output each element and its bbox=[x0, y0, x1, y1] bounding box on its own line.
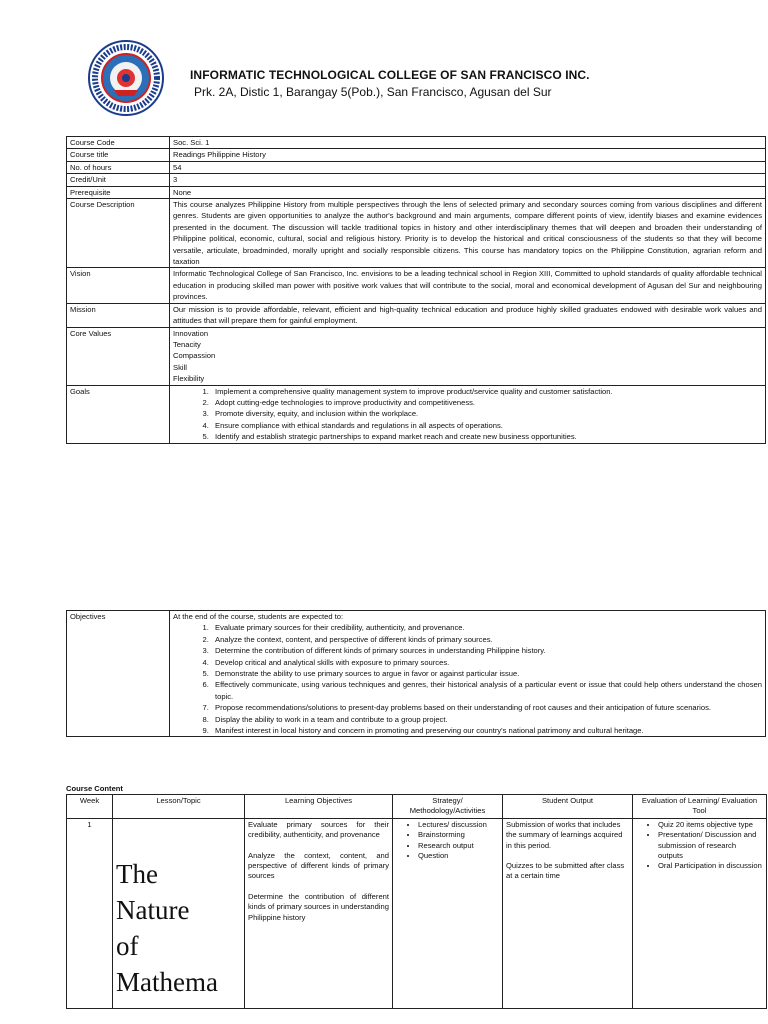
goal-item: 3. Promote diversity, equity, and inclusion within the workplace. bbox=[211, 408, 762, 419]
course-code-label: Course Code bbox=[67, 137, 170, 149]
vision-value: Informatic Technological College of San Francisco, Inc. envisions to be a leading technical school in Region XIII, Committed to uphold standards of quality affordable technical education in producing skilled man power with positive work values that will contribute to the social, moral and economical development of Agusan del Sur and neighbouring provinces. bbox=[170, 268, 766, 303]
objective-item: 6. Effectively communicate, using various techniques and genres, their historical analysis of a particular event or issue that could help others understand the chosen topic. bbox=[211, 679, 762, 702]
student-output-item: Submission of works that includes the summary of learnings acquired in this period. bbox=[506, 819, 623, 850]
objective-item: 9. Manifest interest in local history and concern in promoting and preserving our country's national patrimony and cultural heritage. bbox=[211, 725, 762, 736]
hours-row bbox=[67, 161, 766, 173]
mission-row bbox=[67, 303, 766, 327]
credit-value: 3 bbox=[170, 174, 766, 186]
course-title-row bbox=[67, 149, 766, 161]
topic-word: Mathema bbox=[116, 966, 218, 997]
goal-item: 1. Implement a comprehensive quality management system to improve product/service quality and customer satisfaction. bbox=[211, 386, 762, 397]
college-seal-logo bbox=[86, 38, 166, 118]
topic-word: The bbox=[116, 858, 158, 889]
learning-objective: Analyze the context, content, and perspective of different kinds of primary sources bbox=[248, 850, 389, 881]
learning-objectives-cell bbox=[245, 818, 393, 1008]
objective-item: 2. Analyze the context, content, and perspective of different kinds of primary sources. bbox=[211, 634, 762, 645]
evaluation-item: • Presentation/ Discussion and submission of research outputs bbox=[658, 830, 763, 861]
objectives-table bbox=[66, 610, 766, 737]
core-value-item: Tenacity bbox=[173, 339, 201, 349]
course-content-heading: Course Content bbox=[66, 784, 123, 793]
course-title-value: Readings Philippine History bbox=[170, 149, 766, 161]
mission-value: Our mission is to provide affordable, relevant, efficient and high-quality technical education and produce highly skilled graduates endowed with desirable work values and attitudes that will prepare them for gainful employment. bbox=[170, 303, 766, 327]
course-content-table bbox=[66, 794, 767, 1009]
prerequisite-value: None bbox=[170, 186, 766, 198]
objectives-row bbox=[67, 611, 766, 737]
goals-row bbox=[67, 385, 766, 443]
vision-row bbox=[67, 268, 766, 303]
description-label: Course Description bbox=[67, 199, 170, 268]
learning-objectives-header: Learning Objectives bbox=[245, 795, 393, 819]
objectives-intro: At the end of the course, students are expected to: bbox=[173, 612, 344, 621]
strategy-item: • Brainstorming bbox=[418, 830, 499, 840]
core-value-item: Compassion bbox=[173, 351, 216, 361]
strategy-item: • Research output bbox=[418, 841, 499, 851]
core-value-item: Skill bbox=[173, 362, 187, 372]
hours-value: 54 bbox=[170, 161, 766, 173]
course-info-table bbox=[66, 136, 766, 444]
school-name: INFORMATIC TECHNOLOGICAL COLLEGE OF SAN FRANCISCO INC. bbox=[190, 68, 590, 82]
student-output-header: Student Output bbox=[503, 795, 633, 819]
course-title-label: Course title bbox=[67, 149, 170, 161]
core-value-item: Flexibility bbox=[173, 374, 205, 384]
goal-item: 2. Adopt cutting-edge technologies to improve productivity and competitiveness. bbox=[211, 397, 762, 408]
course-content-header-row bbox=[67, 795, 767, 819]
week-header: Week bbox=[67, 795, 113, 819]
school-address: Prk. 2A, Distic 1, Barangay 5(Pob.), San Francisco, Agusan del Sur bbox=[194, 85, 552, 99]
course-code-value: Soc. Sci. 1 bbox=[170, 137, 766, 149]
objective-item: 8. Display the ability to work in a team and contribute to a group project. bbox=[211, 714, 762, 725]
objective-item: 1. Evaluate primary sources for their credibility, authenticity, and provenance. bbox=[211, 622, 762, 633]
goals-label: Goals bbox=[67, 385, 170, 443]
lesson-topic-cell bbox=[113, 818, 245, 1008]
description-value: This course analyzes Philippine History from multiple perspectives through the lens of selected primary and secondary sources coming from various disciplines and different genres. Students are given opportunities to analyze the author's background and main arguments, compare different points of view, identify biases and examine evidences presented in the document. The discussion will tackle traditional topics in history and other interdisciplinary themes that will deepen and broaden their understanding of Philippine political, economic, cultural, social and religious history. Priority is to develop the historical and critical consciousness of the students so that they will become versatile, articulate, broadminded, morally upright and socially responsible citizens. This course has mandatory topics on the Philippine Constitution, agrarian reform and taxation bbox=[170, 199, 766, 268]
student-output-item: Quizzes to be submitted after class at a certain time bbox=[506, 861, 625, 881]
topic-word: Nature bbox=[116, 894, 190, 925]
hours-label: No. of hours bbox=[67, 161, 170, 173]
evaluation-item: • Quiz 20 items objective type bbox=[658, 820, 763, 830]
course-code-row bbox=[67, 137, 766, 149]
learning-objective: Evaluate primary sources for their credibility, authenticity, and provenance bbox=[248, 819, 389, 840]
objective-item: 7. Propose recommendations/solutions to present-day problems based on their understanding of root causes and their anticipation of future scenarios. bbox=[211, 702, 762, 713]
credit-row bbox=[67, 174, 766, 186]
prerequisite-row bbox=[67, 186, 766, 198]
objective-item: 4. Develop critical and analytical skills with exposure to primary sources. bbox=[211, 657, 762, 668]
vision-label: Vision bbox=[67, 268, 170, 303]
week-cell: 1 bbox=[67, 818, 113, 1008]
document-header bbox=[86, 38, 726, 118]
lesson-header: Lesson/Topic bbox=[113, 795, 245, 819]
mission-label: Mission bbox=[67, 303, 170, 327]
goal-item: 4. Ensure compliance with ethical standards and regulations in all aspects of operations. bbox=[211, 420, 762, 431]
objectives-cell bbox=[170, 611, 766, 737]
objective-item: 5. Demonstrate the ability to use primary sources to argue in favor or against particular issue. bbox=[211, 668, 762, 679]
evaluation-item: • Oral Participation in discussion bbox=[658, 861, 763, 871]
evaluation-cell bbox=[633, 818, 767, 1008]
core-values-row bbox=[67, 327, 766, 385]
lesson-topic-title bbox=[116, 856, 241, 1000]
prerequisite-label: Prerequisite bbox=[67, 186, 170, 198]
core-value-item: Innovation bbox=[173, 328, 209, 338]
strategy-header: Strategy/ Methodology/Activities bbox=[393, 795, 503, 819]
strategy-item: • Question bbox=[418, 851, 499, 861]
topic-word: of bbox=[116, 930, 139, 961]
goals-list bbox=[170, 385, 766, 443]
credit-label: Credit/Unit bbox=[67, 174, 170, 186]
objectives-label: Objectives bbox=[67, 611, 170, 737]
student-output-cell bbox=[503, 818, 633, 1008]
learning-objective: Determine the contribution of different kinds of primary sources in understanding Philippine history bbox=[248, 891, 389, 922]
goal-item: 5. Identify and establish strategic partnerships to expand market reach and create new business opportunities. bbox=[211, 431, 762, 442]
evaluation-header: Evaluation of Learning/ Evaluation Tool bbox=[633, 795, 767, 819]
strategy-cell bbox=[393, 818, 503, 1008]
objective-item: 3. Determine the contribution of different kinds of primary sources in understanding Philippine history. bbox=[211, 645, 762, 656]
strategy-item: • Lectures/ discussion bbox=[418, 820, 499, 830]
core-values-list bbox=[170, 327, 766, 385]
description-row bbox=[67, 199, 766, 268]
core-values-label: Core Values bbox=[67, 327, 170, 385]
table-row bbox=[67, 818, 767, 1008]
